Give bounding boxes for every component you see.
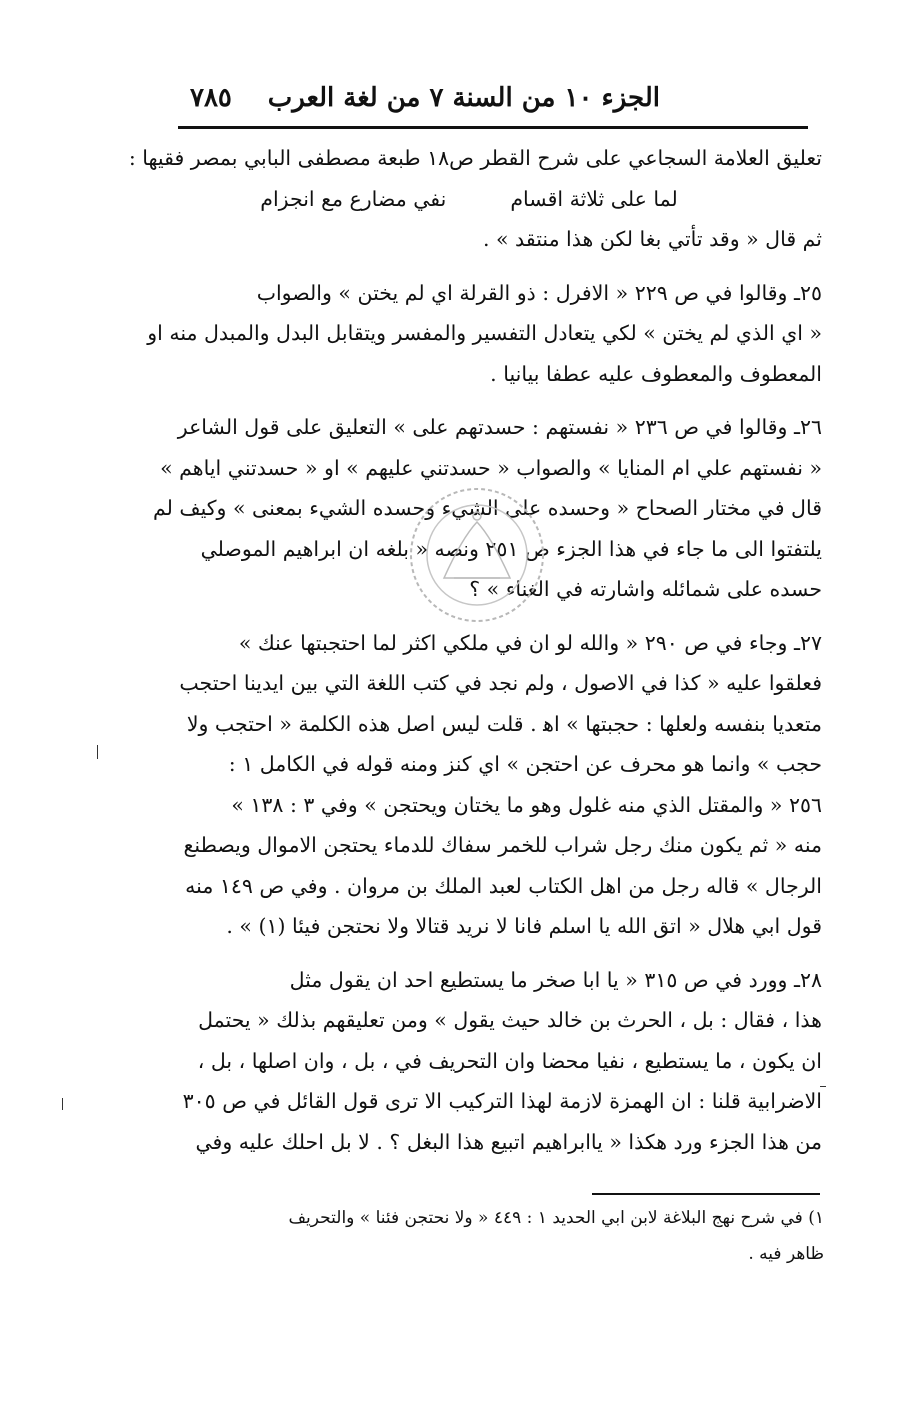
paragraph-25 bbox=[116, 273, 822, 395]
text-line: حسده على شمائله واشارته في الغناء » ؟ bbox=[469, 577, 822, 601]
library-stamp-watermark bbox=[402, 480, 552, 630]
verse-hemistich-right: لما على ثلاثة اقسام bbox=[510, 186, 678, 211]
text-line: يلتفتوا الى ما جاء في هذا الجزء ص ٢٥١ ونصه « بلغه ان ابراهيم الموصلي bbox=[200, 536, 822, 561]
footnote-line: ١) في شرح نهج البلاغة لابن ابي الحديد ١ : ٤٤٩ « ولا نحتجن فئنا » والتحريف bbox=[288, 1208, 824, 1228]
footnote-rule bbox=[592, 1193, 820, 1195]
text-line: ٢٨ـ وورد في ص ٣١٥ « يا ابا صخر ما يستطيع احد ان يقول مثل bbox=[289, 967, 822, 992]
text-line: ٢٦ـ وقالوا في ص ٢٣٦ « نفستهم : حسدتهم على » التعليق على قول الشاعر bbox=[177, 415, 822, 439]
text-line: من هذا الجزء ورد هكذا « ياابراهيم اتبيع هذا البغل ؟ . لا بل احلك عليه وفي bbox=[195, 1129, 822, 1154]
margin-mark bbox=[62, 1098, 63, 1110]
text-line: هذا ، فقال : بل ، الحرث بن خالد حيث يقول » ومن تعليقهم بذلك « يحتمل bbox=[198, 1008, 822, 1032]
text-line: ان يكون ، ما يستطيع ، نفيا محضا وان التحريف في ، بل ، وان اصلها ، بل ، bbox=[197, 1048, 822, 1073]
margin-mark bbox=[97, 745, 98, 759]
body-text bbox=[116, 138, 822, 1162]
text-line: منه « ثم يكون منك رجل شراب للخمر سفاك للدماء يحتجن الاموال ويصطنع bbox=[183, 833, 822, 857]
footnote bbox=[148, 1200, 824, 1272]
text-line: المعطوف والمعطوف عليه عطفا بيانيا . bbox=[490, 361, 822, 386]
paragraph-27 bbox=[116, 623, 822, 947]
running-title: الجزء ١٠ من السنة ٧ من لغة العرب bbox=[267, 83, 660, 113]
header-rule bbox=[178, 126, 808, 129]
paragraph-28 bbox=[116, 960, 822, 1163]
text-line: « نفستهم علي ام المنايا » والصواب « حسدتني عليهم » او « حسدتني اياهم » bbox=[160, 455, 822, 480]
text-line: حجب » وانما هو محرف عن احتجن » اي كنز ومنه قوله في الكامل ١ : bbox=[228, 752, 822, 776]
page-number: ٧٨٥ bbox=[190, 83, 232, 113]
text-line: الرجال » قاله رجل من اهل الكتاب لعبد الملك بن مروان . وفي ص ١٤٩ منه bbox=[185, 873, 822, 898]
text-line: فعلقوا عليه « كذا في الاصول ، ولم نجد في كتب اللغة التي بين ايدينا احتجب bbox=[179, 671, 822, 695]
text-line: قال في مختار الصحاح « وحسده على الشيء وحسده الشيء بمعنى » وكيف لم bbox=[152, 496, 822, 520]
text-line: قول ابي هلال « اتق الله يا اسلم فانا لا نريد قتالا ولا نحتجن فيئا (١) » . bbox=[226, 914, 822, 938]
intro-line: تعليق العلامة السجاعي على شرح القطر ص١٨ طبعة مصطفى البابي بمصر فقيها : bbox=[128, 146, 822, 170]
margin-mark bbox=[820, 1086, 826, 1087]
page-header bbox=[190, 78, 660, 118]
text-line: ٢٥٦ « والمقتل الذي منه غلول وهو ما يختان ويحتجن » وفي ٣ : ١٣٨ » bbox=[231, 792, 822, 817]
text-line: الاضرابية قلنا : ان الهمزة لازمة لهذا التركيب الا ترى قول القائل في ص ٣٠٥ bbox=[182, 1089, 822, 1113]
verse-hemistich-left: نفي مضارع مع انجزام bbox=[260, 186, 447, 211]
text-line: متعديا بنفسه ولعلها : حجبتها » اﻫ . قلت ليس اصل هذه الكلمة « احتجب ولا bbox=[186, 711, 822, 736]
text-line: ٢٥ـ وقالوا في ص ٢٢٩ « الافرل : ذو القرلة اي لم يختن » والصواب bbox=[256, 280, 822, 305]
footnote-line: ظاهر فيه . bbox=[748, 1244, 824, 1264]
verse-line bbox=[116, 179, 822, 220]
text-line: « اي الذي لم يختن » لكي يتعادل التفسير والمفسر ويتقابل البدل والمبدل منه او bbox=[147, 321, 822, 345]
after-verse-line: ثم قال « وقد تأتي بغا لكن هذا منتقد » . bbox=[482, 227, 822, 251]
text-line: ٢٧ـ وجاء في ص ٢٩٠ « والله لو ان في ملكي اكثر لما احتجبتها عنك » bbox=[238, 630, 822, 655]
